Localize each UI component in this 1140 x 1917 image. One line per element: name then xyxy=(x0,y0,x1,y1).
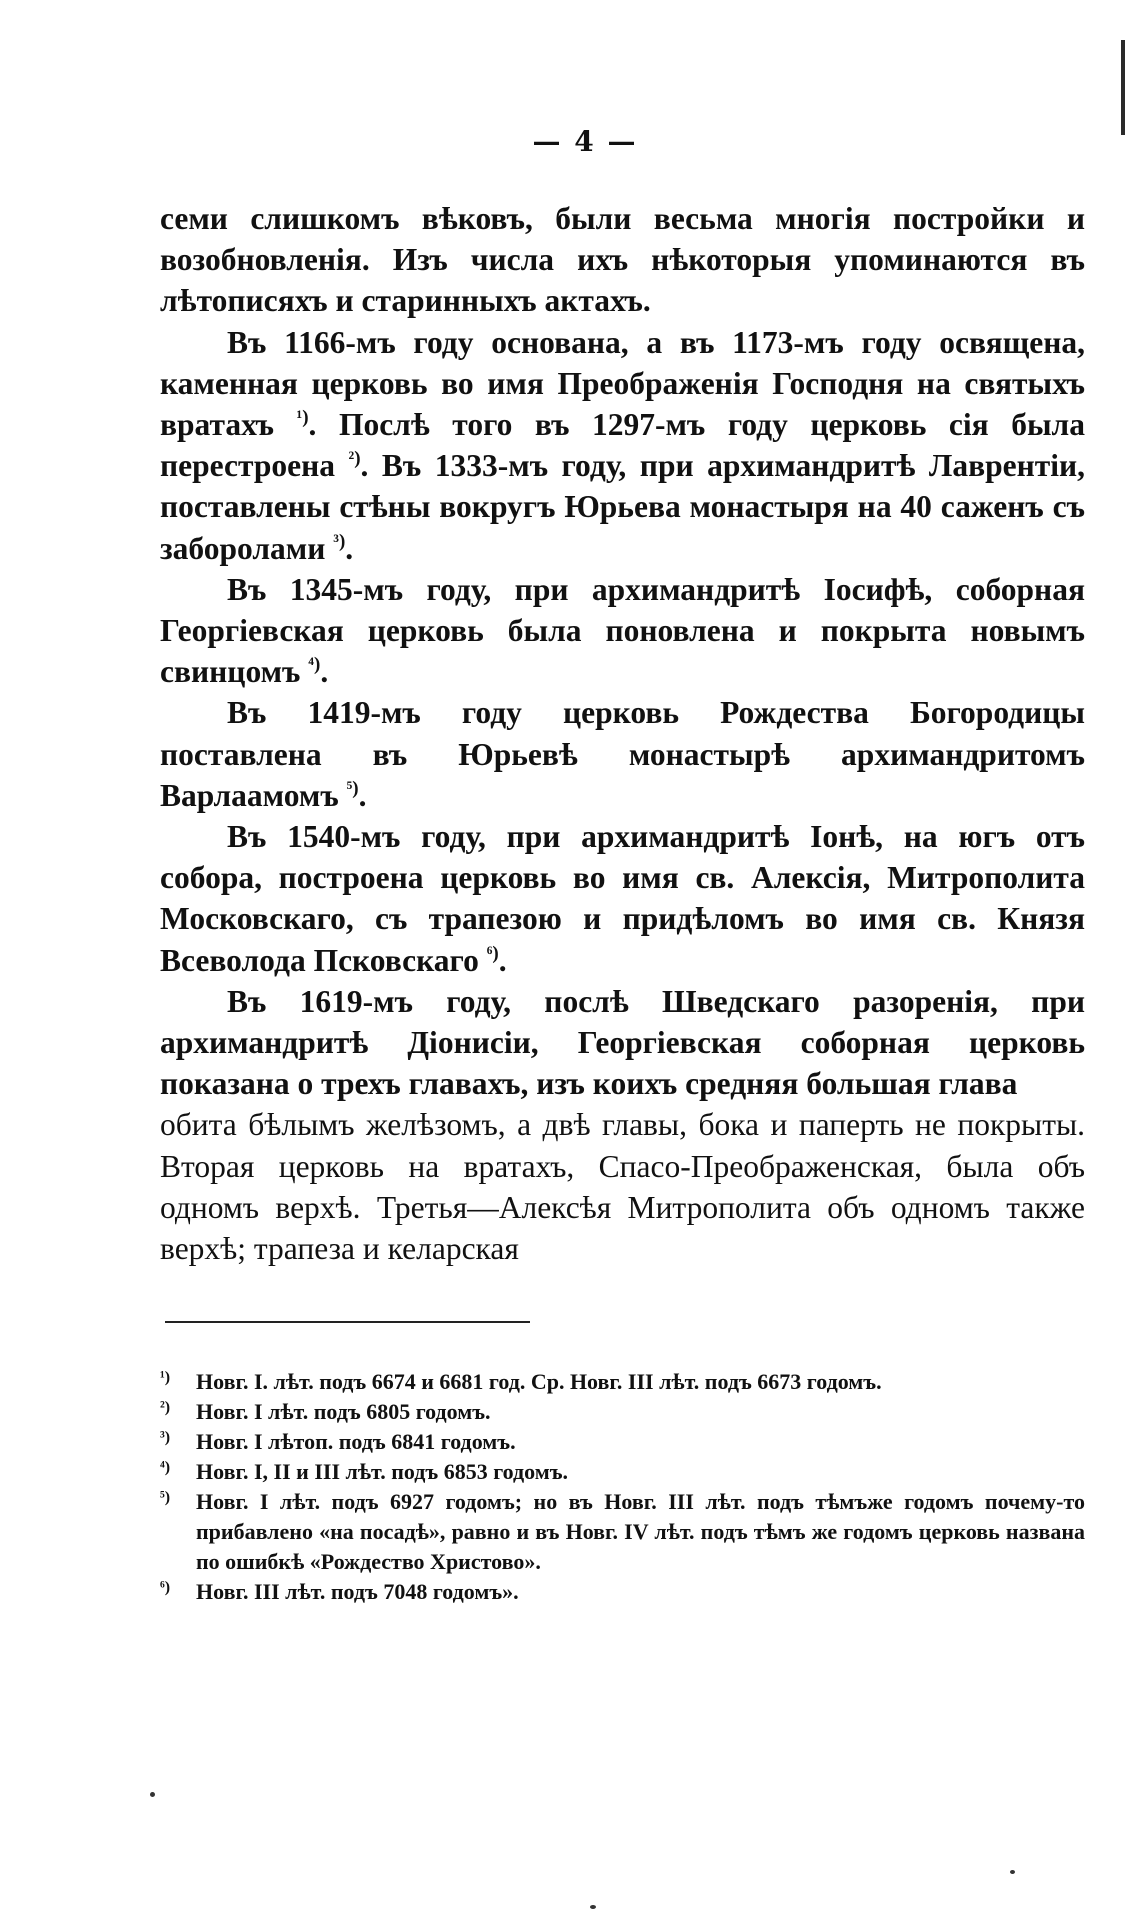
paragraph-5 xyxy=(160,816,1085,981)
paragraph-text: Въ 1619-мъ году, послѣ Шведскаго разоренія, при архимандритѣ Діонисіи, Георгіевская соборная церковь показана о трехъ главахъ, изъ коихъ средняя большая глава xyxy=(160,983,1085,1102)
footnote-text: Новг. I, II и III лѣт. подъ 6853 годомъ. xyxy=(196,1459,569,1484)
scan-speck xyxy=(150,1792,155,1797)
paragraph-6 xyxy=(160,981,1085,1105)
footnote-ref-4[interactable]: ⁴) xyxy=(308,654,321,676)
footnote-number: ⁴) xyxy=(160,1459,171,1476)
paragraph-text: . xyxy=(358,777,367,813)
paragraph-2 xyxy=(160,322,1085,569)
footnote-separator xyxy=(165,1321,530,1323)
main-text xyxy=(160,198,1085,1269)
footnote-text: Новг. I лѣт. подъ 6927 годомъ; но въ Новг. III лѣт. подъ тѣмъже годомъ почему-то прибавлено «на посадѣ», равно и въ Новг. IV лѣт. подъ тѣмъ же годомъ церковь названа по ошибкѣ «Рождество Христово». xyxy=(196,1489,1085,1574)
paragraph-text: Въ 1540-мъ году, при архимандритѣ Іонѣ, на югъ отъ собора, построена церковь во имя св. Алексія, Митрополита Московскаго, съ трапезою и придѣломъ во имя св. Князя Всеволода Псковскаго xyxy=(160,819,1085,978)
footnote-text: Новг. I лѣт. подъ 6805 годомъ. xyxy=(196,1399,491,1424)
footnote-3 xyxy=(160,1427,1085,1457)
footnotes xyxy=(160,1367,1085,1607)
page-number: — 4 — xyxy=(532,125,638,158)
footnote-2 xyxy=(160,1397,1085,1427)
footnote-number: ⁵) xyxy=(160,1489,171,1506)
footnote-ref-3[interactable]: ³) xyxy=(333,530,346,552)
paragraph-text: семи слишкомъ вѣковъ, были весьма многія постройки и возобновленія. Изъ числа ихъ нѣкоторыя упоминаются въ лѣтописяхъ и старинныхъ актахъ. xyxy=(160,201,1085,319)
paragraph-text: . xyxy=(345,530,354,566)
footnote-ref-6[interactable]: ⁶) xyxy=(486,942,499,964)
paragraph-1 xyxy=(160,198,1085,322)
scan-speck xyxy=(590,1905,596,1909)
paragraph-6-continued xyxy=(160,1104,1085,1269)
paragraph-text: обита бѣлымъ желѣзомъ, а двѣ главы, бока и паперть не покрыты. Вторая церковь на вратахъ, Спасо-Преображенская, была объ одномъ верхѣ. Третья—Алексѣя Митрополита объ одномъ также верхѣ; трапеза и келарская xyxy=(160,1107,1085,1267)
scan-speck xyxy=(1010,1870,1015,1874)
footnote-number: ³) xyxy=(160,1429,171,1446)
footnote-text: Новг. I. лѣт. подъ 6674 и 6681 год. Ср. Новг. III лѣт. подъ 6673 годомъ. xyxy=(196,1369,882,1394)
footnote-text: Новг. I лѣтоп. подъ 6841 годомъ. xyxy=(196,1429,516,1454)
paragraph-text: Въ 1166-мъ году основана, а въ 1173-мъ году освящена, каменная церковь во имя Преображенія Господня на святыхъ вратахъ xyxy=(160,324,1085,443)
footnote-5 xyxy=(160,1487,1085,1577)
page-edge-mark xyxy=(1121,40,1125,135)
footnote-4 xyxy=(160,1457,1085,1487)
paragraph-text: Въ 1419-мъ году церковь Рождества Богородицы поставлена въ Юрьевѣ монастырѣ архимандритомъ Варлаамомъ xyxy=(160,695,1085,813)
paragraph-text: . xyxy=(498,942,507,978)
footnote-ref-1[interactable]: ¹) xyxy=(296,407,309,429)
paragraph-text: Въ 1345-мъ году, при архимандритѣ Іосифѣ, соборная Георгіевская церковь была поновлена и покрыта новымъ свинцомъ xyxy=(160,571,1085,690)
footnote-ref-5[interactable]: ⁵) xyxy=(346,777,359,799)
paragraph-3 xyxy=(160,569,1085,693)
paragraph-text: . Послѣ того въ 1297-мъ году церковь сія была перестроена xyxy=(160,407,1085,484)
footnote-number: ¹) xyxy=(160,1369,171,1386)
footnote-number: ²) xyxy=(160,1399,171,1416)
footnote-1 xyxy=(160,1367,1085,1397)
footnote-ref-2[interactable]: ²) xyxy=(348,448,361,470)
paragraph-text: . Въ 1333-мъ году, при архимандритѣ Лаврентіи, поставлены стѣны вокругъ Юрьева монастыря на 40 саженъ съ заборолами xyxy=(160,448,1085,566)
paragraph-4 xyxy=(160,692,1085,816)
footnote-6 xyxy=(160,1577,1085,1607)
paragraph-text: . xyxy=(320,654,329,690)
footnote-number: ⁶) xyxy=(160,1579,171,1596)
footnote-text: Новг. III лѣт. подъ 7048 годомъ». xyxy=(196,1579,519,1604)
